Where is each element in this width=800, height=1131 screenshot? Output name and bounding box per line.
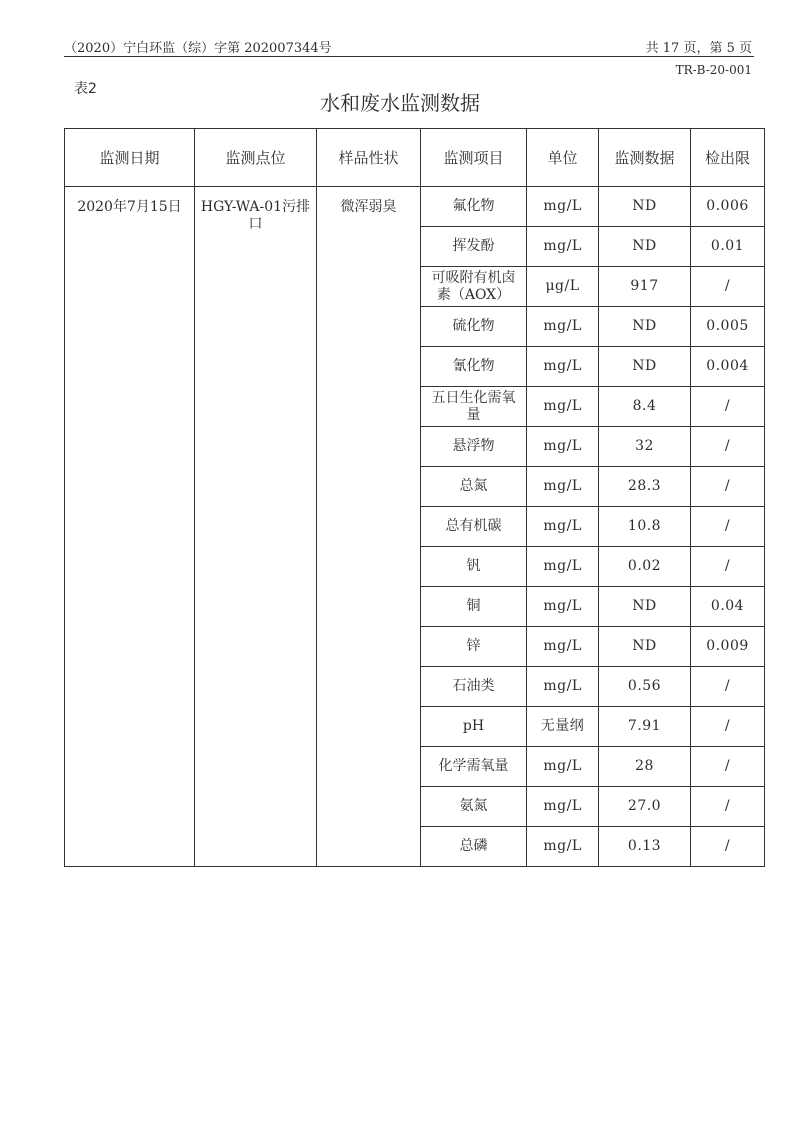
detection-limit-cell: / [691, 387, 765, 427]
page-title: 水和废水监测数据 [320, 91, 480, 115]
value-cell: 7.91 [599, 707, 691, 747]
page-info: 共 17 页，第 5 页 [645, 41, 752, 56]
value-cell: ND [599, 187, 691, 227]
monitoring-data-table [64, 128, 765, 867]
unit-cell: mg/L [527, 747, 599, 787]
detection-limit-cell: / [691, 747, 765, 787]
detection-limit-cell: / [691, 267, 765, 307]
monitoring-item: 悬浮物 [421, 427, 527, 467]
monitoring-item: 五日生化需氧量 [421, 387, 527, 427]
value-cell: ND [599, 227, 691, 267]
value-cell: 0.13 [599, 827, 691, 867]
sample-date: 2020年7月15日 [65, 187, 195, 867]
monitoring-item: 氰化物 [421, 347, 527, 387]
unit-cell: mg/L [527, 467, 599, 507]
monitoring-item: 挥发酚 [421, 227, 527, 267]
monitoring-item: 总磷 [421, 827, 527, 867]
detection-limit-cell: 0.04 [691, 587, 765, 627]
value-cell: 28.3 [599, 467, 691, 507]
monitoring-item: 石油类 [421, 667, 527, 707]
monitoring-item: 硫化物 [421, 307, 527, 347]
unit-cell: mg/L [527, 347, 599, 387]
unit-cell: mg/L [527, 787, 599, 827]
unit-cell: mg/L [527, 427, 599, 467]
detection-limit-cell: 0.01 [691, 227, 765, 267]
value-cell: ND [599, 347, 691, 387]
detection-limit-cell: / [691, 667, 765, 707]
value-cell: 0.02 [599, 547, 691, 587]
detection-limit-cell: / [691, 707, 765, 747]
unit-cell: μg/L [527, 267, 599, 307]
value-cell: ND [599, 307, 691, 347]
table-row [65, 187, 765, 227]
detection-limit-cell: / [691, 787, 765, 827]
column-header: 检出限 [691, 129, 765, 187]
monitoring-item: 化学需氧量 [421, 747, 527, 787]
detection-limit-cell: / [691, 427, 765, 467]
unit-cell: mg/L [527, 547, 599, 587]
unit-cell: mg/L [527, 187, 599, 227]
detection-limit-cell: / [691, 827, 765, 867]
monitoring-item: 铜 [421, 587, 527, 627]
value-cell: 27.0 [599, 787, 691, 827]
value-cell: 28 [599, 747, 691, 787]
table-number: 表2 [74, 81, 97, 97]
sample-point: HGY-WA-01污排口 [195, 187, 317, 867]
monitoring-item: 锌 [421, 627, 527, 667]
unit-cell: 无量纲 [527, 707, 599, 747]
report-number: （2020）宁白环监（综）字第 202007344号 [64, 41, 332, 56]
monitoring-item: pH [421, 707, 527, 747]
unit-cell: mg/L [527, 227, 599, 267]
unit-cell: mg/L [527, 667, 599, 707]
detection-limit-cell: 0.004 [691, 347, 765, 387]
monitoring-item: 可吸附有机卤素（AOX） [421, 267, 527, 307]
value-cell: 917 [599, 267, 691, 307]
unit-cell: mg/L [527, 827, 599, 867]
header-divider [64, 56, 754, 57]
unit-cell: mg/L [527, 627, 599, 667]
monitoring-item: 氨氮 [421, 787, 527, 827]
value-cell: 32 [599, 427, 691, 467]
monitoring-item: 总有机碳 [421, 507, 527, 547]
document-code: TR-B-20-001 [675, 63, 752, 77]
value-cell: 10.8 [599, 507, 691, 547]
unit-cell: mg/L [527, 307, 599, 347]
column-header: 样品性状 [317, 129, 421, 187]
monitoring-item: 氟化物 [421, 187, 527, 227]
detection-limit-cell: 0.006 [691, 187, 765, 227]
unit-cell: mg/L [527, 387, 599, 427]
monitoring-item: 总氮 [421, 467, 527, 507]
column-header: 监测数据 [599, 129, 691, 187]
value-cell: 8.4 [599, 387, 691, 427]
detection-limit-cell: / [691, 547, 765, 587]
monitoring-item: 钒 [421, 547, 527, 587]
unit-cell: mg/L [527, 507, 599, 547]
value-cell: ND [599, 587, 691, 627]
detection-limit-cell: / [691, 507, 765, 547]
unit-cell: mg/L [527, 587, 599, 627]
detection-limit-cell: 0.009 [691, 627, 765, 667]
value-cell: 0.56 [599, 667, 691, 707]
detection-limit-cell: 0.005 [691, 307, 765, 347]
value-cell: ND [599, 627, 691, 667]
column-header: 监测日期 [65, 129, 195, 187]
column-header: 监测点位 [195, 129, 317, 187]
sample-appearance: 微浑弱臭 [317, 187, 421, 867]
column-header: 监测项目 [421, 129, 527, 187]
table-header-row [65, 129, 765, 187]
column-header: 单位 [527, 129, 599, 187]
detection-limit-cell: / [691, 467, 765, 507]
